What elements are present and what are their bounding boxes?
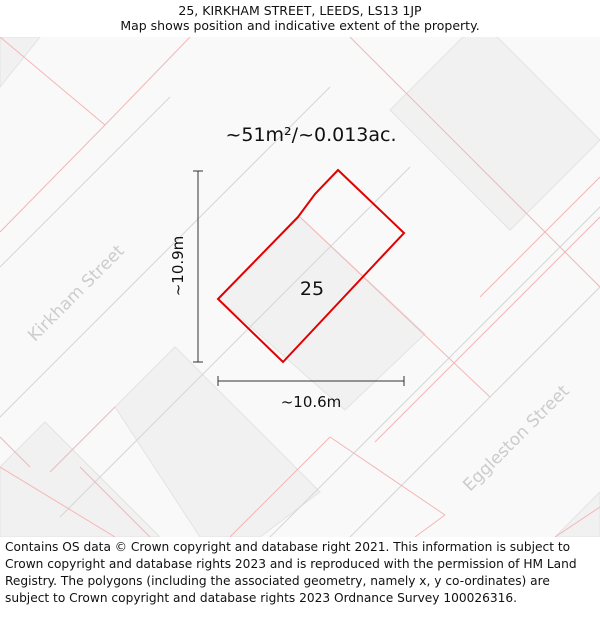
building-block-bottom-mid xyxy=(115,347,320,537)
area-label: ~51m²/~0.013ac. xyxy=(225,124,397,146)
map-svg xyxy=(0,37,600,537)
map-canvas[interactable] xyxy=(0,37,600,537)
building-block-top-right xyxy=(390,37,600,230)
building-block-top-left xyxy=(0,37,40,87)
map-header xyxy=(0,0,600,37)
building-block-bottom-right xyxy=(555,492,600,537)
street-label-eggleston: Eggleston Street xyxy=(459,381,574,496)
plot-number: 25 xyxy=(299,278,325,300)
height-label: ~10.9m xyxy=(169,235,187,297)
map-subtitle: Map shows position and indicative extent of the property. xyxy=(120,18,480,33)
property-address: 25, KIRKHAM STREET, LEEDS, LS13 1JP xyxy=(178,3,422,18)
attribution-text: Contains OS data © Crown copyright and database right 2021. This information is subject to Crown copyright and database rights 2023 and is reproduced with the permission of HM Land Registry. The polygons (including the associated geometry, namely x, y co-ordinates) are subject to Crown copyright and database rights 2023 Ordnance Survey 100026316. xyxy=(5,540,577,605)
street-label-kirkham: Kirkham Street xyxy=(24,241,129,346)
height-dimension xyxy=(193,171,203,362)
width-label: ~10.6m xyxy=(280,393,342,411)
